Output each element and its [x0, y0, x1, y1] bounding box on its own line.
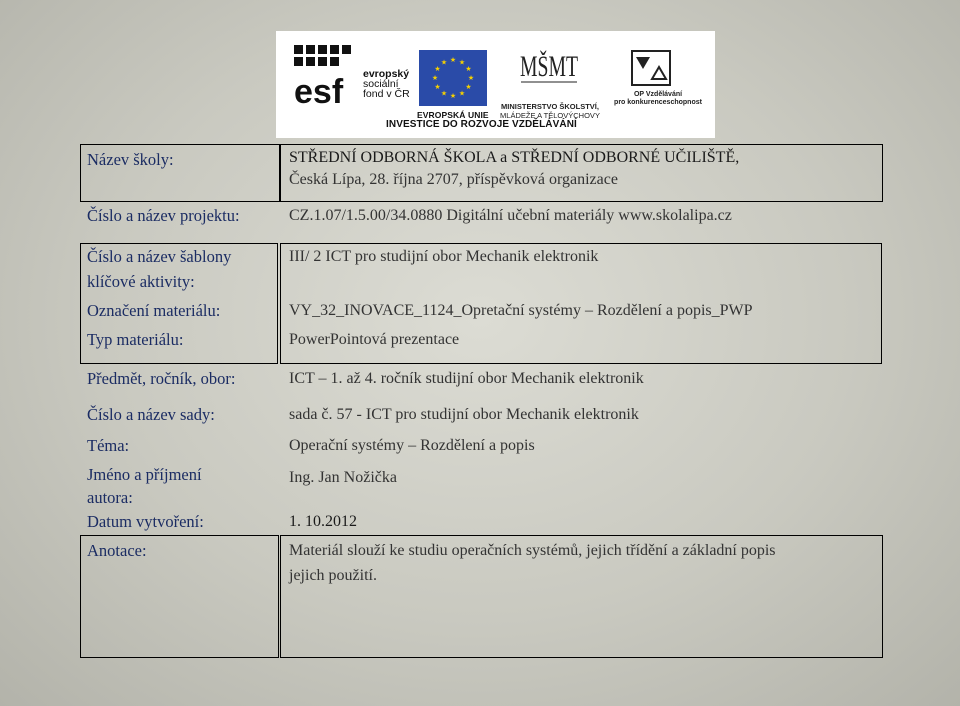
type-value: PowerPointová prezentace — [289, 331, 460, 348]
msmt-logo — [519, 48, 579, 100]
template-label-line: klíčové aktivity: — [87, 272, 195, 291]
date-label: Datum vytvoření: — [87, 512, 204, 531]
template-value: III/ 2 ICT pro studijní obor Mechanik elektronik — [289, 248, 599, 265]
school-label: Název školy: — [87, 150, 174, 169]
esf-caption-line: sociální — [363, 78, 399, 90]
esf-caption-line: evropský — [363, 68, 410, 80]
topic-value: Operační systémy – Rozdělení a popis — [289, 437, 535, 454]
project-value: CZ.1.07/1.5.00/34.0880 Digitální učební materiály www.skolalipa.cz — [289, 207, 732, 224]
set-value: sada č. 57 - ICT pro studijní obor Mechanik elektronik — [289, 406, 639, 423]
svg-text:★: ★ — [467, 74, 475, 82]
svg-text:★: ★ — [431, 74, 439, 82]
svg-text:★: ★ — [465, 83, 472, 91]
svg-text:★: ★ — [465, 65, 472, 73]
designation-value: VY_32_INOVACE_1124_Opretační systémy – Rozdělení a popis_PWP — [289, 302, 753, 319]
op-caption-line: OP Vzdělávání — [633, 91, 683, 98]
logo-banner — [276, 31, 715, 138]
project-label: Číslo a název projektu: — [87, 206, 240, 225]
msmt-caption — [498, 102, 602, 120]
esf-caption — [363, 69, 410, 99]
annotation-label: Anotace: — [87, 541, 147, 560]
author-value: Ing. Jan Nožička — [289, 469, 397, 486]
author-label-line: Jméno a příjmení — [87, 465, 202, 484]
annotation-value-line: jejich použití. — [289, 567, 377, 584]
svg-text:★: ★ — [458, 89, 466, 98]
invest-caption: INVESTICE DO ROZVOJE VZDĚLÁVÁNÍ — [386, 119, 577, 130]
svg-text:★: ★ — [458, 58, 466, 67]
type-label: Typ materiálu: — [87, 330, 184, 349]
svg-text:★: ★ — [440, 58, 448, 67]
esf-wordmark: esf — [294, 73, 344, 111]
msmt-wordmark: MŠMT — [520, 50, 578, 83]
template-label-line: Číslo a název šablony — [87, 247, 232, 266]
set-label: Číslo a název sady: — [87, 405, 215, 424]
author-label-line: autora: — [87, 488, 133, 507]
designation-label: Označení materiálu: — [87, 301, 221, 320]
date-value: 1. 10.2012 — [289, 513, 357, 530]
esf-logo — [294, 45, 360, 111]
msmt-caption-line: MLÁDEŽE A TĚLOVÝCHOVY — [500, 111, 600, 120]
svg-text:★: ★ — [449, 92, 457, 100]
subject-label: Předmět, ročník, obor: — [87, 369, 236, 388]
op-caption-line: pro konkurenceschopnost — [614, 99, 702, 106]
topic-label: Téma: — [87, 436, 130, 455]
msmt-caption-line: MINISTERSTVO ŠKOLSTVÍ, — [501, 102, 599, 111]
esf-caption-line: fond v ČR — [363, 88, 410, 100]
eu-flag-icon — [419, 50, 487, 106]
op-caption — [612, 91, 704, 107]
eu-label: EVROPSKÁ UNIE — [417, 110, 489, 120]
annotation-value-line: Materiál slouží ke studiu operačních systémů, jejich třídění a základní popis — [289, 542, 776, 559]
svg-text:★: ★ — [434, 65, 441, 73]
school-value-line: Česká Lípa, 28. října 2707, příspěvková organizace — [289, 171, 618, 188]
svg-text:★: ★ — [440, 89, 448, 98]
svg-text:★: ★ — [449, 56, 457, 64]
school-value-line: STŘEDNÍ ODBORNÁ ŠKOLA a STŘEDNÍ ODBORNÉ UČILIŠTĚ, — [289, 149, 740, 166]
subject-value: ICT – 1. až 4. ročník studijní obor Mechanik elektronik — [289, 370, 644, 387]
svg-text:★: ★ — [434, 83, 441, 91]
